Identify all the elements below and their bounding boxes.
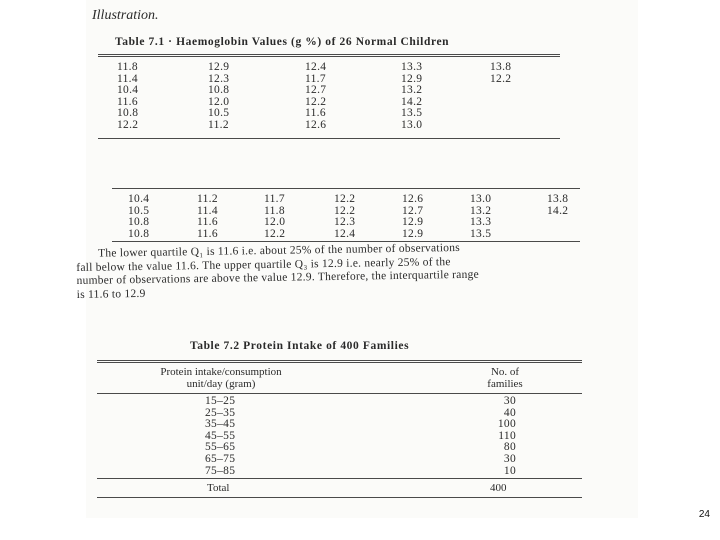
section-heading: Illustration.	[92, 8, 159, 23]
table-7-1-bottom-rule	[98, 138, 560, 139]
sorted-column: 11.2 11.4 11.6 11.6	[197, 193, 218, 240]
sorted-column: 12.2 12.2 12.3 12.4	[334, 193, 356, 240]
table-7-1-top-rule-double	[98, 56, 560, 57]
table-7-2-total-rule	[97, 478, 582, 479]
table-7-2-counts: 30 40 100 110 80 30 10	[497, 395, 516, 477]
table-7-1-title: Table 7.1 · Haemoglobin Values (g %) of 26 Normal Children	[115, 36, 450, 48]
table-7-1-top-rule	[98, 54, 560, 55]
table-7-2-header-rule	[97, 393, 582, 394]
table-7-2-title: Table 7.2 Protein Intake of 400 Families	[190, 340, 410, 352]
sorted-top-rule	[112, 188, 580, 189]
sorted-column: 12.6 12.7 12.9 12.9	[402, 193, 424, 240]
sorted-column: 10.4 10.5 10.8 10.8	[128, 193, 150, 240]
table-7-2-top-rule-double	[97, 362, 582, 363]
table-7-2-top-rule	[97, 360, 582, 361]
sorted-column: 11.7 11.8 12.0 12.2	[264, 193, 286, 240]
table-7-2-header-intake: Protein intake/consumption unit/day (gram)	[160, 366, 282, 390]
table-7-2-total-label: Total	[207, 482, 230, 494]
quartile-explanation: The lower quartile Q₁ is 11.6 i.e. about 25% of the number of observations fall below the value 11.6. The upper quartile Q₃ is 12.9 i.e. nearly 25% of the number of observations are above the value 12.9. Therefore, the interquartile range is 11.6 to 12.9	[76, 241, 480, 301]
table-7-1-column: 12.4 11.7 12.7 12.2 11.6 12.6	[305, 61, 327, 131]
sorted-column: 13.0 13.2 13.3 13.5	[470, 193, 492, 240]
sorted-column: 13.8 14.2	[547, 193, 569, 217]
table-7-2-header-families: No. of families	[487, 366, 523, 390]
table-7-2-ranges: 15–25 25–35 35–45 45–55 55–65 65–75 75–85	[205, 395, 236, 477]
table-7-1-column: 13.8 12.2	[490, 61, 512, 85]
page-number: 24	[698, 509, 710, 520]
table-7-1-column: 12.9 12.3 10.8 12.0 10.5 11.2	[208, 61, 230, 131]
table-7-2-total-value: 400	[490, 482, 507, 494]
table-7-2-bottom-rule	[97, 497, 582, 498]
table-7-1-column: 13.3 12.9 13.2 14.2 13.5 13.0	[401, 61, 423, 131]
table-7-1-column: 11.8 11.4 10.4 11.6 10.8 12.2	[117, 61, 139, 131]
